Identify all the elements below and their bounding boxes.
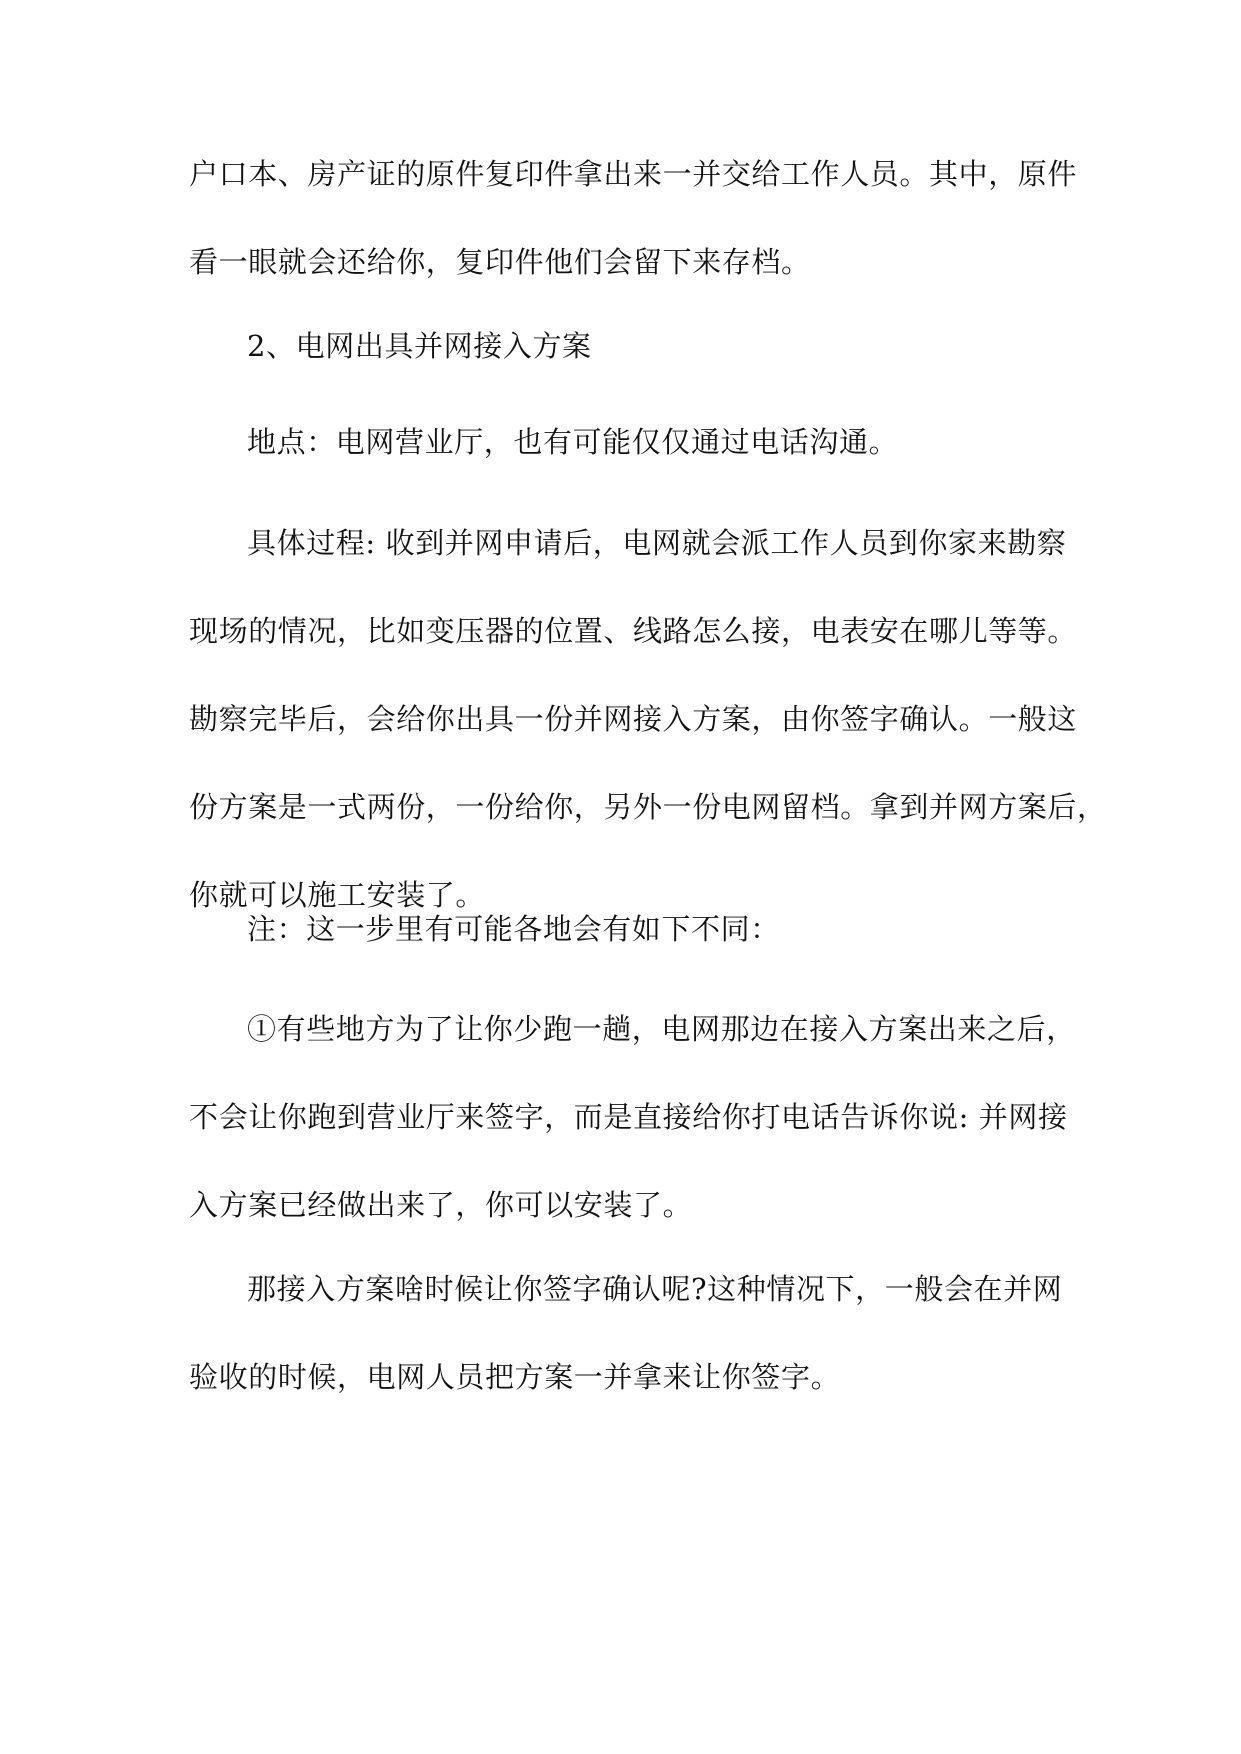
text-line: 入方案已经做出来了，你可以安装了。 <box>189 1188 693 1222</box>
paragraph-note <box>189 885 1061 973</box>
text-line: ①有些地方为了让你少跑一趟，电网那边在接入方案出来之后， <box>247 1012 1076 1046</box>
text-line: 那接入方案啥时候让你签字确认呢?这种情况下，一般会在并网 <box>247 1272 1063 1306</box>
text-line: 具体过程: 收到并网申请后，电网就会派工作人员到你家来勘察 <box>247 526 1067 560</box>
text-line: 户口本、房产证的原件复印件拿出来一并交给工作人员。其中，原件 <box>189 157 1078 191</box>
text-line: 份方案是一式两份，一份给你，另外一份电网留档。拿到并网方案后， <box>189 790 1107 824</box>
paragraph-signing <box>189 1245 1061 1421</box>
text-line: 你就可以施工安装了。 <box>189 878 486 912</box>
section-heading-text: 2、电网出具并网接入方案 <box>247 329 592 363</box>
paragraph-location <box>189 398 1061 486</box>
paragraph-variant-one <box>189 985 1076 1249</box>
text-line: 看一眼就会还给你，复印件他们会留下来存档。 <box>189 245 811 279</box>
paragraph-process <box>189 499 1107 939</box>
section-heading <box>189 302 1061 390</box>
text-line: 注：这一步里有可能各地会有如下不同： <box>247 912 780 946</box>
text-line: 勘察完毕后，会给你出具一份并网接入方案，由你签字确认。一般这 <box>189 702 1078 736</box>
text-line: 不会让你跑到营业厅来签字，而是直接给你打电话告诉你说: 并网接 <box>189 1100 1068 1134</box>
text-line: 地点：电网营业厅，也有可能仅仅通过电话沟通。 <box>247 425 899 459</box>
paragraph-documents-handover <box>189 130 1078 306</box>
text-line: 验收的时候，电网人员把方案一并拿来让你签字。 <box>189 1360 841 1394</box>
text-line: 现场的情况，比如变压器的位置、线路怎么接，电表安在哪儿等等。 <box>189 614 1078 648</box>
